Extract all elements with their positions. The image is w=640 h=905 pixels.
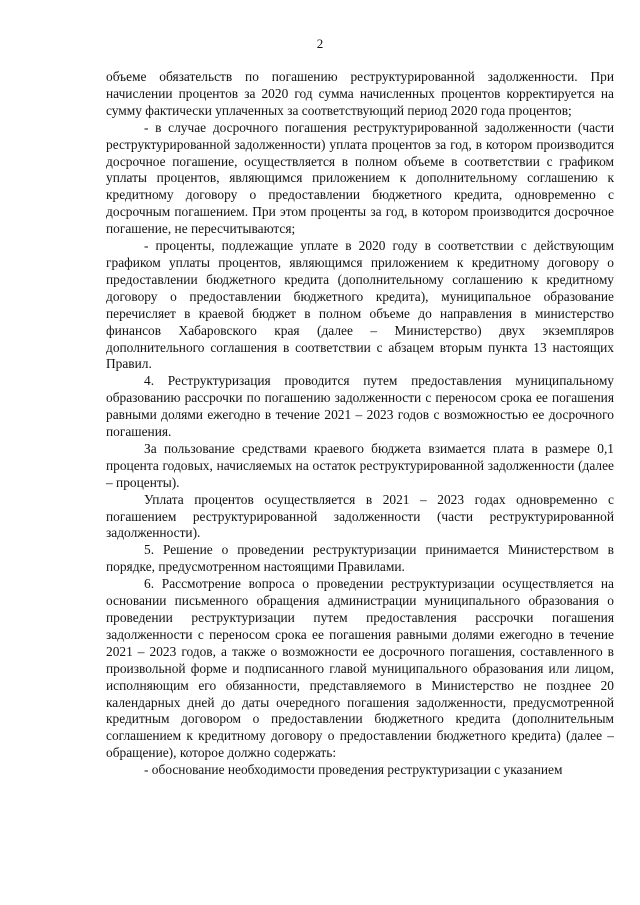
paragraph: 4. Реструктуризация проводится путем предоставления муниципальному образованию рассрочки по погашению задолженности с переносом срока ее погашения равными долями ежегодно в течение 2021 – 2023 годов с возможностью ее досрочного погашения. xyxy=(106,373,614,440)
paragraph: 5. Решение о проведении реструктуризации принимается Министерством в порядке, предусмотренном настоящими Правилами. xyxy=(106,542,614,575)
paragraph: - обоснование необходимости проведения реструктуризации с указанием xyxy=(144,762,563,778)
paragraph: объеме обязательств по погашению реструктурированной задолженности. При начислении процентов за 2020 год сумма начисленных процентов корректируется на сумму фактически уплаченных за соответствующий период 2020 года процентов; xyxy=(106,69,614,118)
paragraph: Уплата процентов осуществляется в 2021 – 2023 годах одновременно с погашением реструктурированной задолженности (части реструктурированной задолженности). xyxy=(106,491,614,541)
page-number: 2 xyxy=(316,36,324,51)
paragraph: 6. Рассмотрение вопроса о проведении реструктуризации осуществляется на основании письменного обращения администрации муниципального образования о проведении реструктуризации путем предоставления рассрочки погашения задолженности с переносом срока ее погашения равными долями ежегодно в течение 2021 – 2023 годов, а также о возможности ее досрочного погашения, составленного в произвольной форме и подписанного главой муниципального образования или лицом, исполняющим его обязанности, представляемого в Министерство не позднее 20 календарных дней до даты очередного погашения задолженности, предусмотренной кредитным договором о предоставлении бюджетного кредита (дополнительным соглашением к кредитному договору о предоставлении бюджетного кредита) (далее – обращение), которое должно содержать: xyxy=(106,576,614,761)
paragraph: - в случае досрочного погашения реструктурированной задолженности (части реструктурированной задолженности) уплата процентов за год, в котором производится досрочное погашение, осуществляется в полном объеме в соответствии с графиком уплаты процентов, являющимся приложением к дополнительному соглашению к кредитному договору о предоставлении бюджетного кредита, одновременно с досрочным погашением. При этом проценты за год, в котором производится досрочное погашение, не пересчитываются; xyxy=(106,119,614,237)
paragraph: За пользование средствами краевого бюджета взимается плата в размере 0,1 процента годовых, начисляемых на остаток реструктурированной задолженности (далее – проценты). xyxy=(106,440,614,490)
document-body xyxy=(106,69,614,779)
paragraph: - проценты, подлежащие уплате в 2020 году в соответствии с действующим графиком уплаты процентов, являющимся приложением к кредитному договору о предоставлении бюджетного кредита (дополнительному соглашению к кредитному договору о предоставлении бюджетного кредита), муниципальное образование перечисляет в краевой бюджет в полном объеме до направления в министерство финансов Хабаровского края (далее – Министерство) двух экземпляров дополнительного соглашения в соответствии с абзацем вторым пункта 13 настоящих Правил. xyxy=(106,238,614,372)
